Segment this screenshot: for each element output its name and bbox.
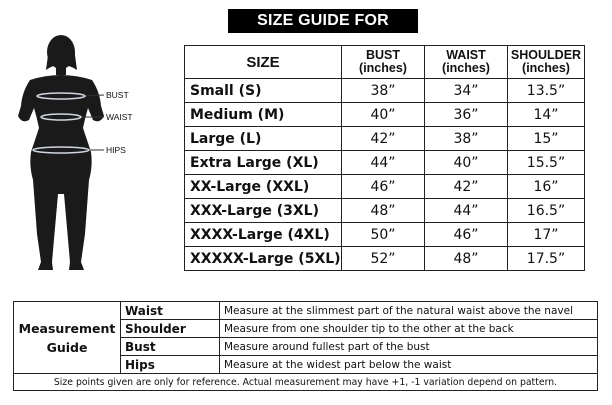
shoulder-value: 15.5”: [508, 151, 585, 175]
waist-value: 44”: [425, 199, 508, 223]
guide-part-description: Measure at the slimmest part of the natural waist above the navel: [220, 302, 598, 320]
bust-value: 44”: [342, 151, 425, 175]
header-shoulder: [508, 46, 585, 79]
shoulder-value: 16”: [508, 175, 585, 199]
guide-part-name: Hips: [121, 356, 220, 374]
size-name: XXXX-Large (4XL): [185, 223, 342, 247]
guide-part-description: Measure around fullest part of the bust: [220, 338, 598, 356]
waist-value: 36”: [425, 103, 508, 127]
table-row: [185, 103, 585, 127]
shoulder-value: 16.5”: [508, 199, 585, 223]
guide-part-name: Bust: [121, 338, 220, 356]
waist-label: WAIST: [106, 112, 133, 122]
guide-row: [14, 302, 598, 320]
shoulder-value: 17.5”: [508, 247, 585, 271]
guide-part-description: Measure at the widest part below the waist: [220, 356, 598, 374]
table-row: [185, 175, 585, 199]
bust-value: 40”: [342, 103, 425, 127]
size-table-header-row: [185, 46, 585, 79]
bust-value: 42”: [342, 127, 425, 151]
shoulder-value: 17”: [508, 223, 585, 247]
table-row: [185, 151, 585, 175]
waist-value: 48”: [425, 247, 508, 271]
size-name: Large (L): [185, 127, 342, 151]
table-row: [185, 199, 585, 223]
size-name: XX-Large (XXL): [185, 175, 342, 199]
waist-value: 34”: [425, 79, 508, 103]
bust-value: 38”: [342, 79, 425, 103]
waist-value: 40”: [425, 151, 508, 175]
guide-note-row: [14, 374, 598, 391]
bust-value: 52”: [342, 247, 425, 271]
size-name: XXX-Large (3XL): [185, 199, 342, 223]
header-bust-label: BUST: [365, 48, 401, 62]
header-waist-label: WAIST: [446, 48, 486, 62]
size-chart-table: [184, 45, 585, 271]
header-shoulder-label: SHOULDER: [510, 48, 582, 62]
guide-heading-line2: Guide: [46, 339, 88, 355]
shoulder-value: 13.5”: [508, 79, 585, 103]
header-shoulder-unit: (inches): [522, 61, 570, 75]
table-row: [185, 79, 585, 103]
page-title: SIZE GUIDE FOR KURTA: [228, 9, 418, 33]
bust-value: 46”: [342, 175, 425, 199]
table-row: [185, 127, 585, 151]
guide-part-name: Shoulder: [121, 320, 220, 338]
body-silhouette-figure: [8, 34, 178, 274]
header-waist-unit: (inches): [442, 61, 490, 75]
hips-label: HIPS: [106, 145, 126, 155]
size-name: Extra Large (XL): [185, 151, 342, 175]
size-name: Medium (M): [185, 103, 342, 127]
measurement-guide-heading: [14, 302, 121, 374]
waist-value: 38”: [425, 127, 508, 151]
waist-value: 46”: [425, 223, 508, 247]
size-name: Small (S): [185, 79, 342, 103]
bust-value: 48”: [342, 199, 425, 223]
table-row: [185, 223, 585, 247]
guide-heading-line1: Measurement: [18, 320, 116, 336]
shoulder-value: 14”: [508, 103, 585, 127]
reference-note: Size points given are only for reference. Actual measurement may have +1, -1 variation depend on pattern.: [14, 374, 598, 391]
table-row: [185, 247, 585, 271]
bust-value: 50”: [342, 223, 425, 247]
header-bust: [342, 46, 425, 79]
header-bust-unit: (inches): [359, 61, 407, 75]
size-name: XXXXX-Large (5XL): [185, 247, 342, 271]
shoulder-value: 15”: [508, 127, 585, 151]
waist-value: 42”: [425, 175, 508, 199]
bust-label: BUST: [106, 90, 129, 100]
measurement-guide-table: [13, 301, 598, 391]
header-waist: [425, 46, 508, 79]
guide-part-description: Measure from one shoulder tip to the other at the back: [220, 320, 598, 338]
header-size: SIZE: [185, 46, 342, 79]
guide-part-name: Waist: [121, 302, 220, 320]
